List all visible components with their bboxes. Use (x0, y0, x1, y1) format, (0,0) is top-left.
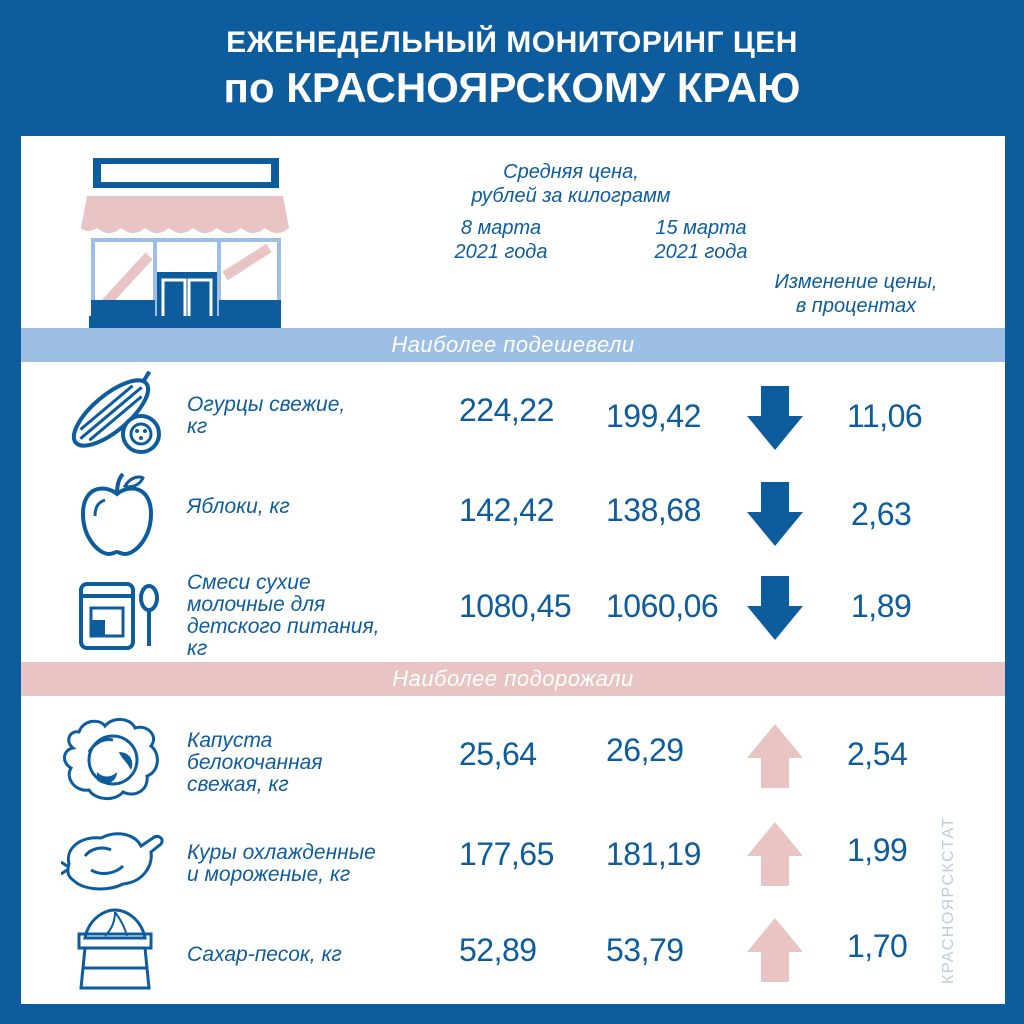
item-name-line: кг (187, 637, 208, 660)
cucumber-icon (71, 368, 171, 458)
item-name-line: и мороженые, кг (187, 863, 351, 886)
change-value: 2,54 (847, 736, 908, 772)
date-2-line-2: 2021 года (654, 241, 748, 263)
item-name-4 (187, 842, 447, 886)
date-1-header (421, 216, 581, 264)
price-2: 199,42 (606, 398, 701, 434)
price-1: 25,64 (459, 736, 537, 772)
arrow-up-icon (747, 822, 803, 886)
title-line-1: ЕЖЕНЕДЕЛЬНЫЙ МОНИТОРИНГ ЦЕН (226, 26, 798, 59)
arrow-up-icon (747, 724, 803, 788)
content-panel (21, 136, 1005, 1004)
change-line-2: в процентах (795, 295, 917, 317)
price-2: 53,79 (606, 932, 684, 968)
arrow-down-icon (747, 386, 803, 450)
item-name-line: Смеси сухие (187, 571, 311, 594)
arrow-up-icon (747, 918, 803, 982)
date-2-line-1: 15 марта (655, 217, 747, 239)
price-1: 52,89 (459, 932, 537, 968)
item-name-line: Сахар-песок, кг (187, 943, 342, 966)
brand-watermark: КРАСНОЯРСКСТАТ (940, 816, 957, 984)
cabbage-icon (59, 712, 165, 802)
sugar-bag-icon (75, 906, 155, 992)
section-cheaper: Наиболее подешевели (21, 328, 1005, 362)
item-name-line: Куры охлажденные (187, 841, 376, 864)
section-pricier: Наиболее подорожали (21, 662, 1005, 696)
price-1: 142,42 (459, 492, 554, 528)
price-2: 181,19 (606, 836, 701, 872)
change-value: 1,70 (847, 928, 908, 964)
change-value: 2,63 (851, 496, 912, 532)
change-value: 1,99 (847, 832, 908, 868)
item-name-2 (187, 572, 447, 660)
change-header (741, 270, 971, 318)
item-name-line: молочные для (187, 593, 326, 616)
item-name-line: Огурцы свежие, (187, 393, 346, 416)
item-name-5 (187, 944, 447, 966)
title-line-2: по КРАСНОЯРСКОМУ КРАЮ (223, 64, 801, 111)
date-1-line-1: 8 марта (460, 217, 542, 239)
date-1-line-2: 2021 года (454, 241, 548, 263)
item-name-line: кг (187, 415, 208, 438)
arrow-down-icon (747, 576, 803, 640)
avg-price-line-2: рублей за килограмм (471, 185, 671, 207)
item-name-line: Капуста (187, 729, 273, 752)
apple-icon (77, 472, 157, 558)
change-line-1: Изменение цены, (774, 271, 938, 293)
price-2: 1060,06 (606, 588, 719, 624)
item-name-line: детского питания, (187, 615, 380, 638)
change-value: 1,89 (851, 588, 912, 624)
avg-price-line-1: Средняя цена, (503, 161, 639, 183)
item-name-line: Яблоки, кг (187, 495, 290, 518)
price-2: 138,68 (606, 492, 701, 528)
item-name-1 (187, 496, 447, 518)
item-name-line: свежая, кг (187, 773, 289, 796)
change-value: 11,06 (847, 398, 923, 434)
price-1: 1080,45 (459, 588, 572, 624)
item-name-0 (187, 394, 447, 438)
arrow-down-icon (747, 482, 803, 546)
baby-formula-icon (75, 576, 165, 652)
date-2-header (621, 216, 781, 264)
price-1: 177,65 (459, 836, 554, 872)
price-1: 224,22 (459, 392, 554, 428)
chicken-icon (61, 826, 165, 896)
item-name-3 (187, 730, 447, 796)
store-icon (79, 156, 291, 328)
avg-price-header (401, 160, 741, 208)
price-2: 26,29 (606, 732, 684, 768)
item-name-line: белокочанная (187, 751, 323, 774)
